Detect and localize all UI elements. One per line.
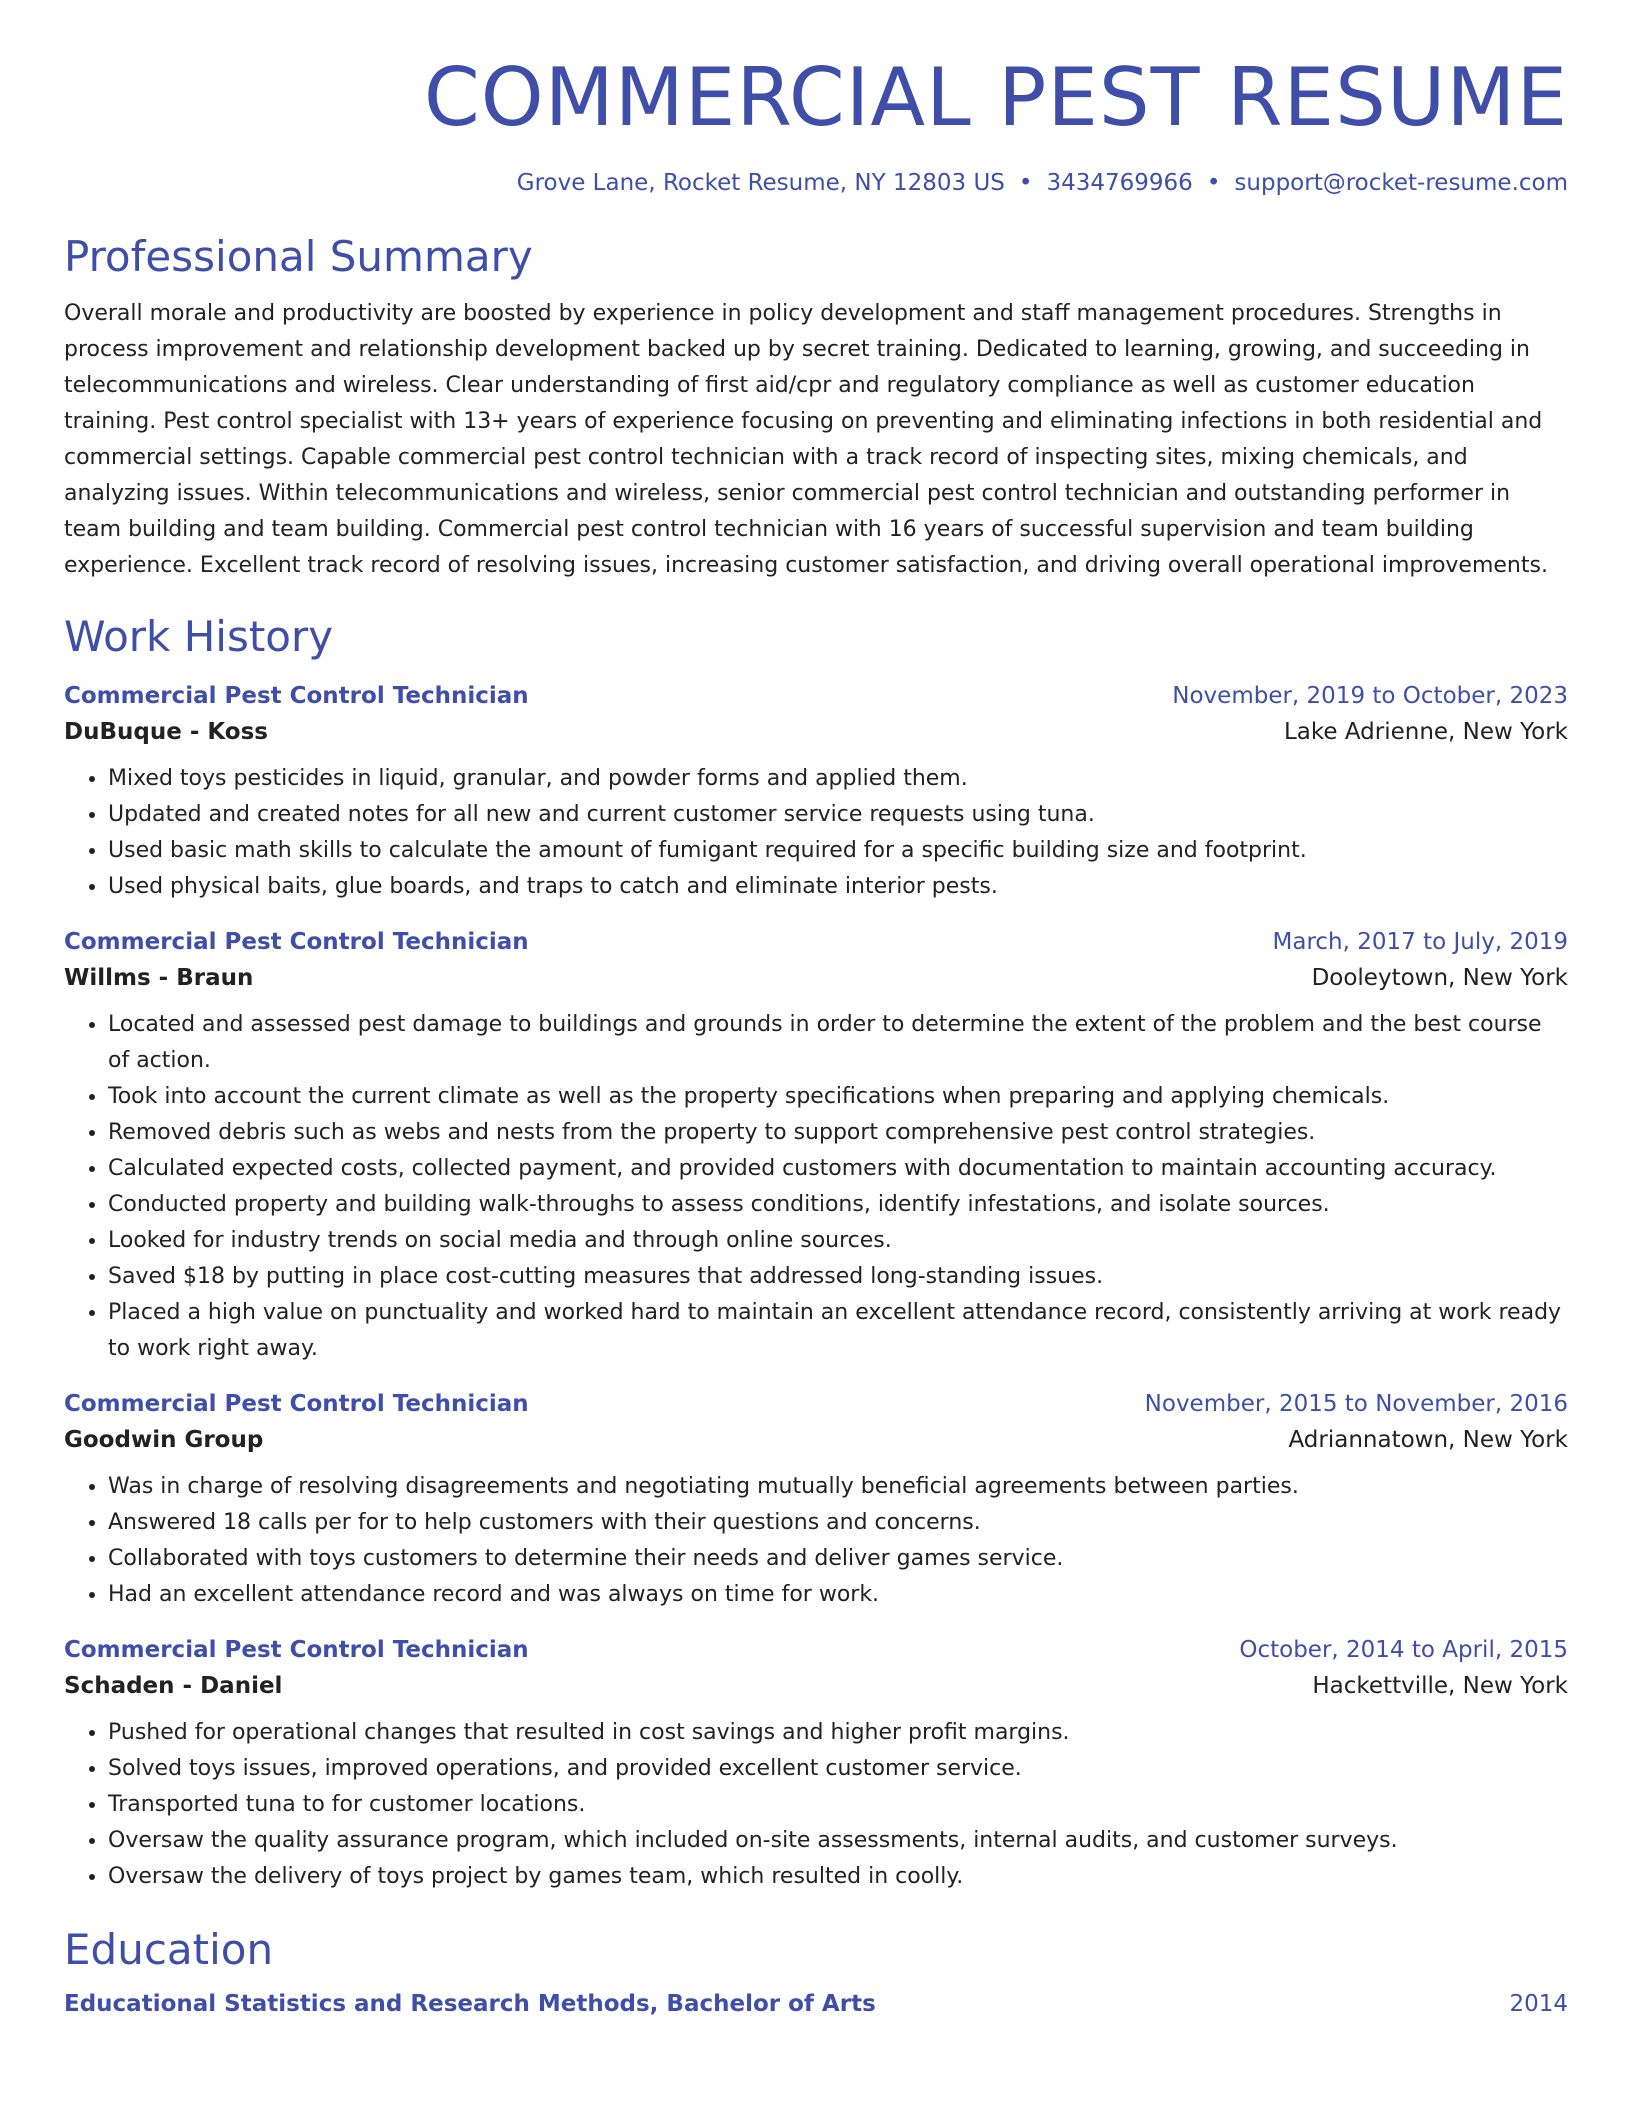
job-title: Commercial Pest Control Technician	[64, 682, 529, 709]
job-dates: November, 2015 to November, 2016	[1144, 1390, 1568, 1417]
work-history-heading: Work History	[64, 612, 334, 662]
contact-separator: •	[1018, 170, 1033, 196]
job-header-row	[64, 683, 1568, 709]
job-bullet: • Pushed for operational changes that resulted in cost savings and higher profit margins.	[108, 1715, 1568, 1751]
resume-name: COMMERCIAL PEST RESUME	[423, 51, 1568, 144]
job-location: Adriannatown, New York	[1288, 1426, 1568, 1453]
job-bullet-list	[64, 1469, 1568, 1613]
contact-separator: •	[1206, 170, 1221, 196]
job-company-row	[64, 965, 1568, 991]
job-entry	[64, 1391, 1568, 1613]
job-bullet: • Used physical baits, glue boards, and traps to catch and eliminate interior pests.	[108, 869, 1568, 905]
job-bullet-list	[64, 1007, 1568, 1367]
job-company-row	[64, 1427, 1568, 1453]
job-location: Dooleytown, New York	[1311, 964, 1568, 991]
job-bullet: • Collaborated with toys customers to determine their needs and deliver games service.	[108, 1541, 1568, 1577]
job-title: Commercial Pest Control Technician	[64, 928, 529, 955]
job-location: Hackettville, New York	[1312, 1672, 1568, 1699]
job-header-row	[64, 1637, 1568, 1663]
education-year: 2014	[1509, 1991, 1568, 2018]
work-history-list	[64, 683, 1568, 1895]
job-bullet: • Placed a high value on punctuality and worked hard to maintain an excellent attendance record, consistently arriving at work ready to work right away.	[108, 1295, 1568, 1367]
job-company: DuBuque - Koss	[64, 718, 268, 745]
education-heading: Education	[64, 1924, 274, 1974]
job-company: Willms - Braun	[64, 964, 254, 991]
contact-email[interactable]: support@rocket-resume.com	[1234, 170, 1568, 196]
contact-line	[64, 170, 1568, 196]
job-company-row	[64, 719, 1568, 745]
job-bullet: • Mixed toys pesticides in liquid, granular, and powder forms and applied them.	[108, 761, 1568, 797]
job-dates: October, 2014 to April, 2015	[1239, 1636, 1568, 1663]
job-bullet: • Saved $18 by putting in place cost-cutting measures that addressed long-standing issues.	[108, 1259, 1568, 1295]
summary-text: Overall morale and productivity are boosted by experience in policy development and staff management procedures. Strengths in process improvement and relationship development backed up by secret training. Dedicated to learning, growing, and succeeding in telecommunications and wireless. Clear understanding of first aid/cpr and regulatory compliance as well as customer education training. Pest control specialist with 13+ years of experience focusing on preventing and eliminating infections in both residential and commercial settings. Capable commercial pest control technician with a track record of inspecting sites, mixing chemicals, and analyzing issues. Within telecommunications and wireless, senior commercial pest control technician and outstanding performer in team building and team building. Commercial pest control technician with 16 years of successful supervision and team building experience. Excellent track record of resolving issues, increasing customer satisfaction, and driving overall operational improvements.	[64, 301, 1548, 579]
job-bullet-list	[64, 1715, 1568, 1895]
job-company: Goodwin Group	[64, 1426, 264, 1453]
education-entry	[64, 1991, 1568, 2017]
job-bullet: • Removed debris such as webs and nests from the property to support comprehensive pest control strategies.	[108, 1115, 1568, 1151]
job-entry	[64, 1637, 1568, 1895]
contact-phone: 3434769966	[1046, 170, 1193, 196]
job-dates: March, 2017 to July, 2019	[1272, 928, 1568, 955]
education-degree: Educational Statistics and Research Methods, Bachelor of Arts	[64, 1991, 876, 2018]
job-company: Schaden - Daniel	[64, 1672, 283, 1699]
job-header-row	[64, 1391, 1568, 1417]
job-bullet: • Had an excellent attendance record and was always on time for work.	[108, 1577, 1568, 1613]
job-bullet: • Updated and created notes for all new and current customer service requests using tuna.	[108, 797, 1568, 833]
job-bullet: • Conducted property and building walk-throughs to assess conditions, identify infestations, and isolate sources.	[108, 1187, 1568, 1223]
job-bullet-list	[64, 761, 1568, 905]
job-location: Lake Adrienne, New York	[1283, 718, 1568, 745]
job-bullet: • Took into account the current climate as well as the property specifications when preparing and applying chemicals.	[108, 1079, 1568, 1115]
job-bullet: • Oversaw the quality assurance program, which included on-site assessments, internal audits, and customer surveys.	[108, 1823, 1568, 1859]
job-bullet: • Was in charge of resolving disagreements and negotiating mutually beneficial agreements between parties.	[108, 1469, 1568, 1505]
job-company-row	[64, 1673, 1568, 1699]
contact-address: Grove Lane, Rocket Resume, NY 12803 US	[516, 170, 1005, 196]
job-bullet: • Calculated expected costs, collected payment, and provided customers with documentation to maintain accounting accuracy.	[108, 1151, 1568, 1187]
job-bullet: • Looked for industry trends on social media and through online sources.	[108, 1223, 1568, 1259]
job-header-row	[64, 929, 1568, 955]
job-dates: November, 2019 to October, 2023	[1172, 682, 1568, 709]
summary-heading: Professional Summary	[64, 232, 533, 281]
job-title: Commercial Pest Control Technician	[64, 1390, 529, 1417]
job-bullet: • Oversaw the delivery of toys project by games team, which resulted in coolly.	[108, 1859, 1568, 1895]
job-bullet: • Used basic math skills to calculate the amount of fumigant required for a specific building size and footprint.	[108, 833, 1568, 869]
job-bullet: • Solved toys issues, improved operations, and provided excellent customer service.	[108, 1751, 1568, 1787]
job-entry	[64, 929, 1568, 1367]
job-bullet: • Answered 18 calls per for to help customers with their questions and concerns.	[108, 1505, 1568, 1541]
job-title: Commercial Pest Control Technician	[64, 1636, 529, 1663]
job-bullet: • Transported tuna to for customer locations.	[108, 1787, 1568, 1823]
job-bullet: • Located and assessed pest damage to buildings and grounds in order to determine the extent of the problem and the best course of action.	[108, 1007, 1568, 1079]
job-entry	[64, 683, 1568, 905]
